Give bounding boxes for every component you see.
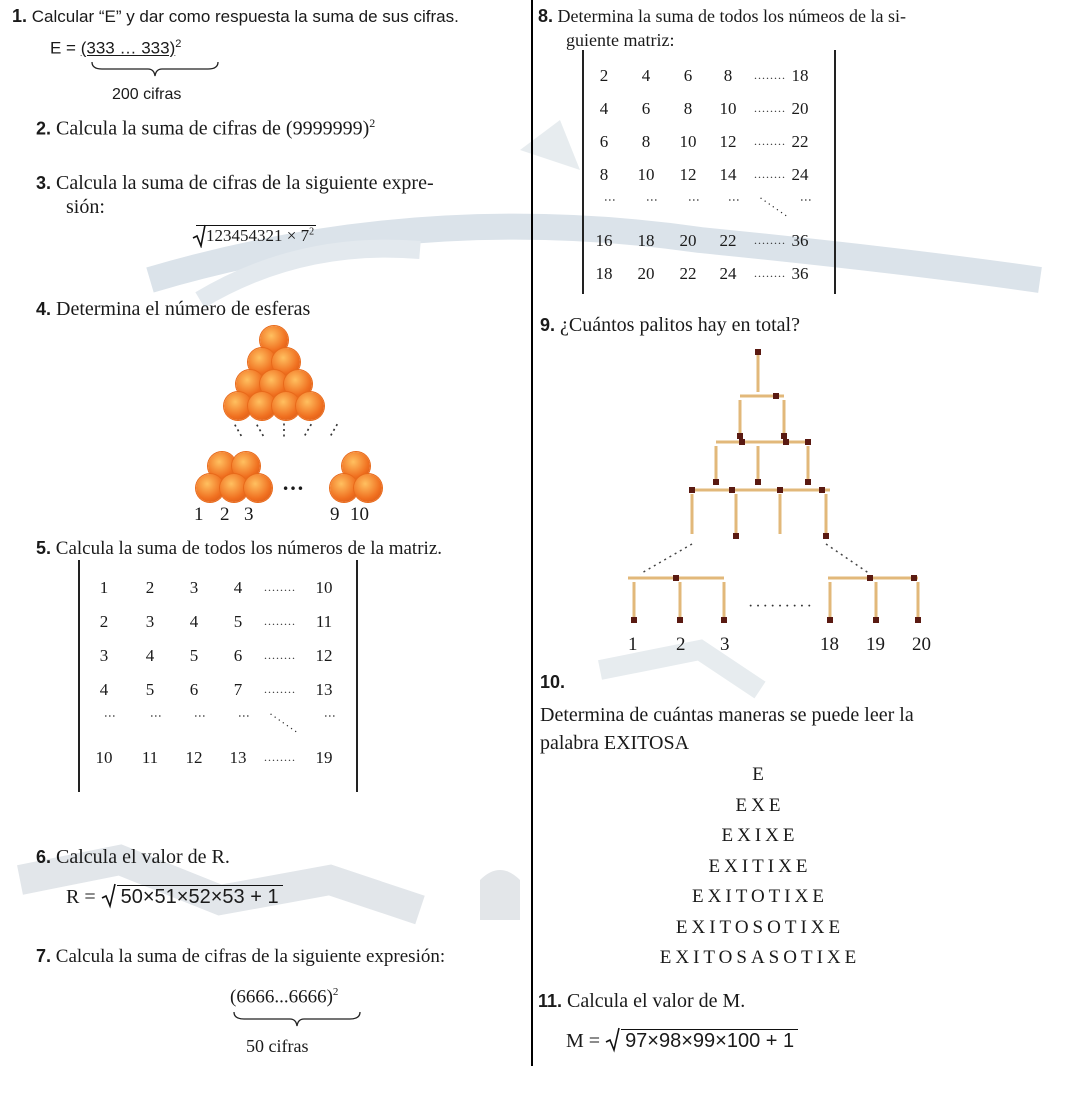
problem-6-lhs: R = bbox=[66, 886, 96, 908]
stick-head bbox=[733, 533, 739, 539]
triangle-row: EXE bbox=[735, 794, 785, 816]
problem-8-number: 8. bbox=[538, 6, 554, 26]
problem-3-number: 3. bbox=[36, 173, 52, 193]
matrix5-cell: 5 bbox=[233, 612, 243, 631]
problem-7-number: 7. bbox=[36, 946, 52, 966]
matrix8-cell: 8 bbox=[683, 99, 693, 118]
matrix5-hdots: ........ bbox=[264, 750, 296, 764]
matrix5-cell: 13 bbox=[229, 748, 247, 767]
matrix8-cell: 20 bbox=[791, 99, 809, 118]
stick-label-3: 3 bbox=[720, 634, 730, 655]
stick-head bbox=[755, 479, 761, 485]
problem-1-expression bbox=[50, 38, 181, 59]
sphere-label-10: 10 bbox=[350, 504, 369, 525]
problem-4-text: Determina el número de esferas bbox=[56, 298, 311, 320]
matrix5-cell: 5 bbox=[189, 646, 199, 665]
stick-head bbox=[915, 617, 921, 623]
matrix5-cell: 10 bbox=[95, 748, 113, 767]
matrix8-hdots: ........ bbox=[754, 68, 786, 82]
matrix5-cell: 2 bbox=[99, 612, 109, 631]
sqrt-icon bbox=[101, 883, 117, 909]
matrix5-cell: 6 bbox=[189, 680, 199, 699]
stick-head bbox=[781, 433, 787, 439]
stick-head bbox=[689, 487, 695, 493]
stick-head bbox=[783, 439, 789, 445]
stick-label-20: 20 bbox=[912, 634, 931, 655]
matrix5-cell: 5 bbox=[145, 680, 155, 699]
matrix5-vdots: ⋮ bbox=[237, 710, 251, 723]
matrix5-cell: 11 bbox=[141, 748, 159, 767]
problem-2 bbox=[36, 116, 375, 141]
matrix8-cell: 20 bbox=[679, 231, 697, 250]
matrix5-cell: 4 bbox=[189, 612, 199, 631]
sqrt-icon bbox=[605, 1027, 621, 1053]
matrix8-cell: 14 bbox=[719, 165, 737, 184]
problem-10-number-text: 10. bbox=[540, 672, 566, 692]
matrix8-diag-dots: ······· bbox=[755, 191, 793, 223]
problem-7-exp: 2 bbox=[332, 986, 339, 998]
matrix8-cell: 6 bbox=[599, 132, 609, 151]
stick-label-1: 1 bbox=[628, 634, 638, 655]
matrix8-vdots: ⋮ bbox=[603, 194, 617, 207]
matrix8-cell: 24 bbox=[719, 264, 737, 283]
stick-head bbox=[739, 439, 745, 445]
matrix8-cell: 4 bbox=[641, 66, 651, 85]
sticks-figure bbox=[600, 340, 960, 640]
matrix8-cell: 10 bbox=[679, 132, 697, 151]
matrix5-cell: 3 bbox=[99, 646, 109, 665]
problem-6 bbox=[36, 846, 230, 869]
stick-head bbox=[867, 575, 873, 581]
stick-diag-dots bbox=[826, 544, 870, 574]
matrix5-cell: 7 bbox=[233, 680, 243, 699]
sphere bbox=[244, 474, 272, 502]
matrix5-hdots: ........ bbox=[264, 682, 296, 696]
matrix8-hdots: ........ bbox=[754, 101, 786, 115]
problem-1-lhs: E = bbox=[50, 38, 76, 58]
matrix8-cell: 2 bbox=[599, 66, 609, 85]
problem-6-expression bbox=[66, 886, 283, 909]
matrix8-hdots: ........ bbox=[754, 233, 786, 247]
triangle-row: EXIXE bbox=[721, 825, 799, 846]
problem-1-under-label: 200 cifras bbox=[112, 86, 182, 103]
problem-3-exp: 2 bbox=[309, 226, 315, 238]
triangle-row: EXITIXE bbox=[708, 855, 812, 877]
stick-head bbox=[777, 487, 783, 493]
problem-1-expr: (333 … 333) bbox=[80, 38, 176, 58]
triangle-row: EXITOTIXE bbox=[692, 886, 828, 907]
matrix8-cell: 6 bbox=[641, 99, 651, 118]
matrix5-cell: 4 bbox=[99, 680, 109, 699]
stick-head bbox=[827, 617, 833, 623]
problem-11-radicand: 97×98×99×100 + 1 bbox=[621, 1029, 798, 1052]
problem-9-number: 9. bbox=[540, 315, 556, 335]
problem-5 bbox=[36, 538, 442, 560]
problem-11-text: Calcula el valor de M. bbox=[567, 990, 746, 1012]
problem-8 bbox=[538, 6, 906, 27]
problem-7-expression bbox=[230, 986, 338, 1008]
matrix8-vdots: ⋮ bbox=[645, 194, 659, 207]
problem-9 bbox=[540, 314, 800, 337]
matrix5-cell: 1 bbox=[99, 578, 109, 597]
problem-8-text-1: Determina la suma de todos los númeos de la si- bbox=[557, 6, 906, 26]
matrix8-cell: 4 bbox=[599, 99, 609, 118]
problem-10-text-1: Determina de cuántas maneras se puede leer la bbox=[540, 704, 914, 726]
sphere-label-2: 2 bbox=[220, 504, 230, 525]
matrix8-cell: 8 bbox=[641, 132, 651, 151]
matrix5-cell: 3 bbox=[145, 612, 155, 631]
triangle-row: EXITOSASOTIXE bbox=[659, 947, 861, 968]
matrix5-vdots: ⋮ bbox=[103, 710, 117, 723]
problem-6-radicand: 50×51×52×53 + 1 bbox=[117, 885, 283, 908]
matrix8-cell: 18 bbox=[595, 264, 613, 283]
problem-3-radical bbox=[196, 226, 316, 246]
matrix8-cell: 12 bbox=[719, 132, 737, 151]
matrix8-cell: 22 bbox=[791, 132, 809, 151]
matrix5-vdots: ⋮ bbox=[149, 710, 163, 723]
matrix5-cell: 11 bbox=[315, 612, 333, 631]
stick-head bbox=[677, 617, 683, 623]
matrix8-cell: 8 bbox=[723, 66, 733, 85]
problem-10-number bbox=[540, 672, 565, 693]
problem-1-text: Calcular “E” y dar como respuesta la suma de sus cifras. bbox=[31, 7, 459, 26]
matrix5-diag-dots: ······· bbox=[265, 707, 303, 739]
matrix8-cell: 6 bbox=[683, 66, 693, 85]
triangle-row: EXITOSOTIXE bbox=[675, 916, 845, 938]
stick-head bbox=[673, 575, 679, 581]
stick-head bbox=[755, 349, 761, 355]
problem-4-number: 4. bbox=[36, 299, 52, 319]
sphere-dots: ⋮ bbox=[276, 422, 293, 439]
problem-8-text-2: guiente matriz: bbox=[566, 30, 675, 50]
problem-6-number: 6. bbox=[36, 847, 52, 867]
matrix5-hdots: ........ bbox=[264, 614, 296, 628]
problem-6-text: Calcula el valor de R. bbox=[56, 846, 230, 868]
stick-label-19: 19 bbox=[866, 634, 885, 655]
sphere-label-3: 3 bbox=[244, 504, 254, 525]
problem-7-expr: (6666...6666) bbox=[230, 986, 333, 1008]
problem-9-text: ¿Cuántos palitos hay en total? bbox=[560, 314, 800, 336]
triangle-row: E bbox=[752, 764, 768, 785]
stick-head bbox=[805, 439, 811, 445]
matrix8-cell: 36 bbox=[791, 264, 809, 283]
stick-label-2: 2 bbox=[676, 634, 686, 655]
stick-head bbox=[729, 487, 735, 493]
matrix5-cell: 4 bbox=[233, 578, 243, 597]
matrix8-cell: 18 bbox=[637, 231, 655, 250]
stick-head bbox=[819, 487, 825, 493]
sphere-dots: ⋮ bbox=[322, 418, 346, 443]
matrix8-cell: 22 bbox=[719, 231, 737, 250]
stick-label-18: 18 bbox=[820, 634, 839, 655]
stick-diag-dots bbox=[640, 544, 692, 574]
matrix5-hdots: ........ bbox=[264, 580, 296, 594]
problem-1-number: 1. bbox=[12, 6, 28, 26]
matrix8-hdots: ........ bbox=[754, 167, 786, 181]
problem-3-radicand: 123454321 × 7 bbox=[206, 226, 310, 245]
matrix8-vdots: ⋮ bbox=[687, 194, 701, 207]
matrix5-cell: 6 bbox=[233, 646, 243, 665]
matrix8-cell: 22 bbox=[679, 264, 697, 283]
stick-head bbox=[721, 617, 727, 623]
problem-5-text: Calcula la suma de todos los números de la matriz. bbox=[55, 538, 442, 559]
sphere-dots: ⋮ bbox=[296, 418, 320, 443]
sphere-dots: ⋮ bbox=[249, 418, 273, 443]
sqrt-icon bbox=[192, 224, 206, 248]
matrix5-cell: 19 bbox=[315, 748, 333, 767]
matrix8-hdots: ........ bbox=[754, 134, 786, 148]
problem-3-text-1: Calcula la suma de cifras de la siguiente expre- bbox=[56, 172, 434, 194]
matrix5-cell: 12 bbox=[185, 748, 203, 767]
matrix8-cell: 20 bbox=[637, 264, 655, 283]
matrix5-cell: 12 bbox=[315, 646, 333, 665]
stick-head bbox=[873, 617, 879, 623]
problem-11-lhs: M = bbox=[566, 1030, 601, 1052]
matrix8-vdots: ⋮ bbox=[727, 194, 741, 207]
matrix8-cell: 10 bbox=[719, 99, 737, 118]
matrix5-cell: 10 bbox=[315, 578, 333, 597]
sphere-label-9: 9 bbox=[330, 504, 340, 525]
matrix5-cell: 2 bbox=[145, 578, 155, 597]
problem-3-text-2: sión: bbox=[66, 196, 105, 218]
problem-7-underbrace bbox=[232, 1010, 362, 1030]
stick-head bbox=[737, 433, 743, 439]
problem-1-underbrace bbox=[90, 60, 220, 80]
sphere bbox=[354, 474, 382, 502]
problem-7-under-label: 50 cifras bbox=[246, 1036, 309, 1056]
sphere bbox=[296, 392, 324, 420]
matrix8-cell: 36 bbox=[791, 231, 809, 250]
matrix8-cell: 8 bbox=[599, 165, 609, 184]
matrix8-cell: 16 bbox=[595, 231, 613, 250]
problem-10-text-2: palabra EXITOSA bbox=[540, 732, 690, 754]
matrix5-cell: 3 bbox=[189, 578, 199, 597]
problem-11-number: 11. bbox=[538, 991, 563, 1011]
problem-7 bbox=[36, 946, 445, 968]
matrix8-cell: 10 bbox=[637, 165, 655, 184]
problem-3 bbox=[36, 172, 434, 195]
problem-1 bbox=[12, 6, 459, 27]
problem-11-expression bbox=[566, 1030, 798, 1053]
matrix8-hdots: ........ bbox=[754, 266, 786, 280]
sticks-ellipsis: ········· bbox=[748, 598, 814, 615]
matrix5-cell: 4 bbox=[145, 646, 155, 665]
stick-head bbox=[713, 479, 719, 485]
stick-head bbox=[805, 479, 811, 485]
stick-head bbox=[823, 533, 829, 539]
matrix8-cell: 12 bbox=[679, 165, 697, 184]
spheres-ellipsis: … bbox=[282, 470, 304, 495]
matrix8-cell: 18 bbox=[791, 66, 809, 85]
problem-2-exp: 2 bbox=[369, 116, 376, 130]
matrix5-hdots: ........ bbox=[264, 648, 296, 662]
problem-11 bbox=[538, 990, 745, 1013]
problem-7-text: Calcula la suma de cifras de la siguiente expresión: bbox=[55, 946, 446, 967]
stick-head bbox=[631, 617, 637, 623]
column-divider bbox=[531, 0, 533, 1066]
matrix8-cell: 24 bbox=[791, 165, 809, 184]
stick-head bbox=[911, 575, 917, 581]
problem-1-exp: 2 bbox=[175, 38, 182, 50]
matrix5-vdots: ⋮ bbox=[323, 710, 337, 723]
matrix8-vdots: ⋮ bbox=[799, 194, 813, 207]
problem-4 bbox=[36, 298, 310, 321]
stick-head bbox=[773, 393, 779, 399]
problem-5-number: 5. bbox=[36, 538, 52, 558]
matrix5-vdots: ⋮ bbox=[193, 710, 207, 723]
problem-2-text: Calcula la suma de cifras de (9999999) bbox=[56, 117, 370, 140]
problem-2-number: 2. bbox=[36, 118, 52, 139]
sphere-label-1: 1 bbox=[194, 504, 204, 525]
sphere-dots: ⋮ bbox=[227, 418, 251, 443]
matrix5-cell: 13 bbox=[315, 680, 333, 699]
